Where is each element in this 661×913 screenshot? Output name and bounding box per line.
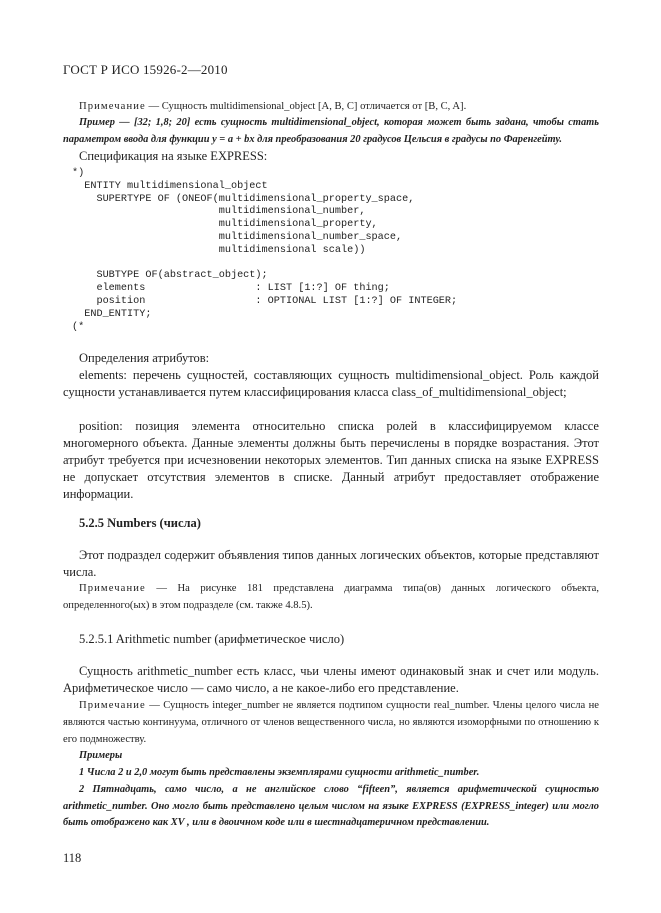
example-item: 1 Числа 2 и 2,0 могут быть представлены экземплярами сущности arithmetic_number. xyxy=(79,767,480,778)
note-text: — На рисунке 181 представлена диаграмма типа(ов) данных логического объекта, определенного(ых) в этом подразделе (см. также 4.8.5). xyxy=(63,583,599,611)
note-label: Примечание xyxy=(79,700,146,711)
code-line: (* xyxy=(72,321,85,333)
code-line: multidimensional_number, xyxy=(72,206,366,218)
code-line: ENTITY multidimensional_object xyxy=(72,180,268,192)
express-code-block xyxy=(72,168,457,334)
position-definition: position: позиция элемента относительно списка ролей в классифицируемом классе многомерного объекта. Данные элементы должны быть перечислены в порядке возрастания. Этот атрибут требуется при исчезновении некоторых элементов. Тип данных списка на языке EXPRESS не допускает отсутствия элементов в списке. Данный атрибут предоставляет отображение информации. xyxy=(63,419,599,501)
note-label: Примечание xyxy=(79,101,146,112)
example-item: 2 Пятнадцать, само число, а не английское слово “fifteen”, является арифметической сущностью arithmetic_number. Оно могло быть представлено целым числом на языке EXPRESS (EXPRESS_integer) или могло быть отображено как XV , или в двоичном коде или в шестнадцатеричном представлении. xyxy=(63,784,599,828)
code-line xyxy=(72,258,457,271)
code-line: elements : LIST [1:?] OF thing; xyxy=(72,283,390,295)
document-header: ГОСТ Р ИСО 15926-2—2010 xyxy=(63,62,228,77)
attr-heading: Определения атрибутов: xyxy=(79,351,210,365)
section-intro: Этот подраздел содержит объявления типов данных логических объектов, которые представляют числа. xyxy=(63,548,599,579)
code-line: *) xyxy=(72,168,85,179)
code-line: SUBTYPE OF(abstract_object); xyxy=(72,270,268,282)
code-line: multidimensional_number_space, xyxy=(72,231,403,243)
example-paragraph: Пример — [32; 1,8; 20] есть сущность multidimensional_object, которая может быть задана, чтобы стать параметром ввода для функции y = a + bx для преобразования 20 градусов Цельсия в градусы по Фаренгейту. xyxy=(63,117,599,145)
code-line: END_ENTITY; xyxy=(72,308,152,320)
arith-definition: Сущность arithmetic_number есть класс, чьи члены имеют одинаковый знак и счет или модуль. Арифметическое число — само число, а не какое-либо его представление. xyxy=(63,664,599,695)
code-line: multidimensional scale)) xyxy=(72,244,366,256)
section-heading: 5.2.5 Numbers (числа) xyxy=(79,516,201,530)
subsection-heading: 5.2.5.1 Arithmetic number (арифметическое число) xyxy=(79,632,345,646)
code-line: SUPERTYPE OF (ONEOF(multidimensional_property_space, xyxy=(72,193,415,205)
examples-heading: Примеры xyxy=(79,750,123,761)
code-line: position : OPTIONAL LIST [1:?] OF INTEGER; xyxy=(72,295,458,307)
note-text: — Сущность integer_number не является подтипом сущности real_number. Члены целого числа не являются частью континуума, отличного от членов вещественного числа, но являются изоморфными по отношению к его подмножеству. xyxy=(63,700,599,745)
elements-definition: elements: перечень сущностей, составляющих сущность multidimensional_object. Роль каждой сущности устанавливается путем классифицирования класса class_of_multidimensional_object; xyxy=(63,368,599,399)
spec-line: Спецификация на языке EXPRESS: xyxy=(79,149,268,163)
note-paragraph xyxy=(63,697,599,748)
note-text: — Сущность multidimensional_object [A, B, C] отличается от [B, C, A]. xyxy=(145,101,467,112)
note-paragraph xyxy=(63,580,599,614)
note-label: Примечание xyxy=(79,583,146,594)
code-line: multidimensional_property, xyxy=(72,219,378,231)
note-paragraph xyxy=(63,98,599,115)
page-number: 118 xyxy=(63,851,82,865)
